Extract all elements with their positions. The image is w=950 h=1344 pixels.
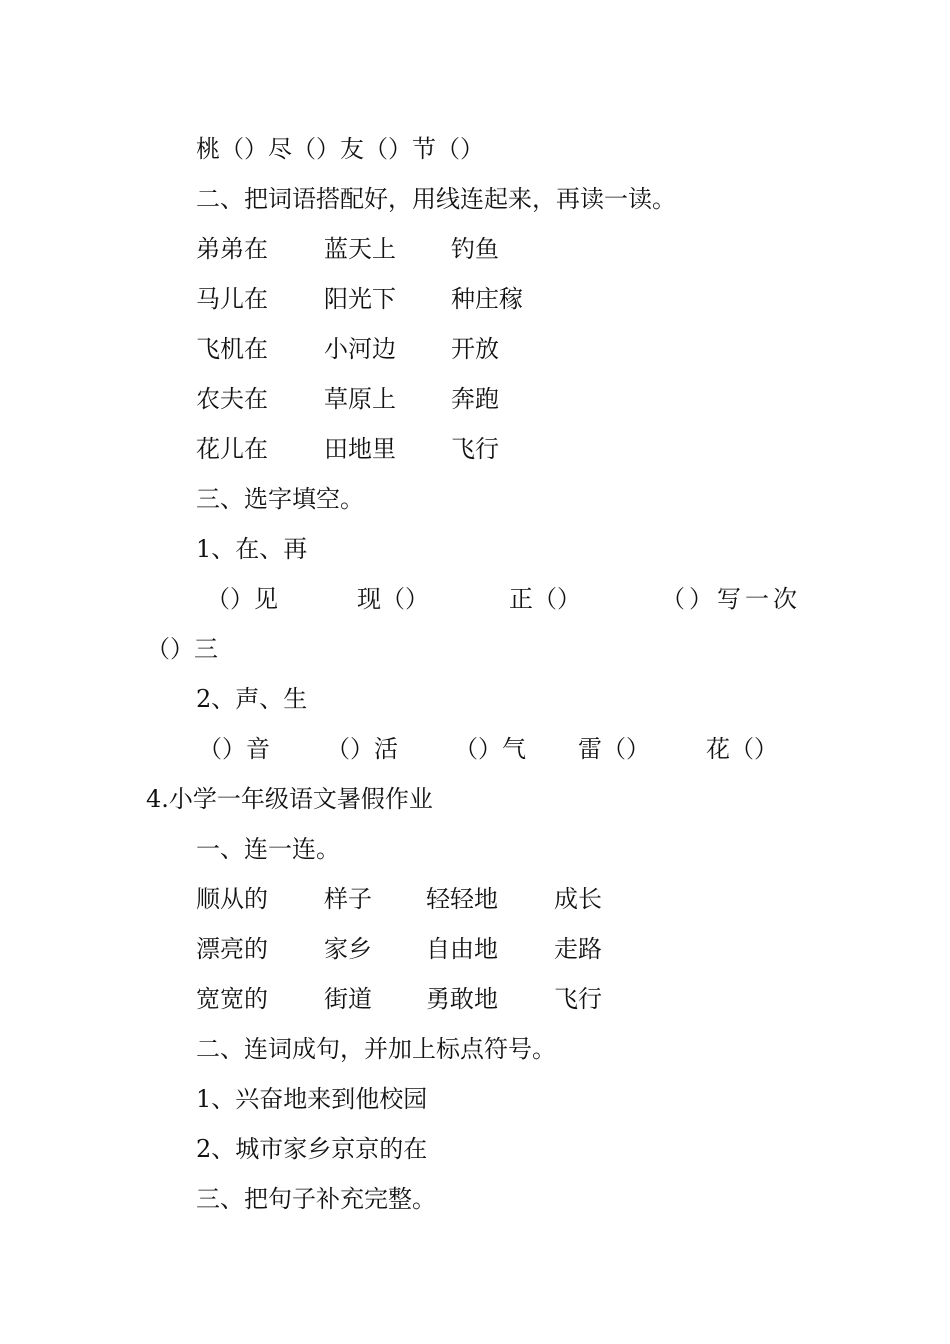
sub-question-2-title: 2、声、生 [196,685,308,713]
match-place: 小河边 [324,335,396,363]
link-row [0,882,950,916]
match-action: 开放 [451,335,499,363]
blank-item: （）气 [454,735,526,763]
link-adjective: 宽宽的 [196,985,268,1013]
match-row [0,382,950,416]
fill-blanks-line: 桃（）尽（）友（）节（） [196,135,484,163]
match-place: 蓝天上 [324,235,396,263]
match-place: 田地里 [324,435,396,463]
link-verb: 飞行 [554,985,602,1013]
match-subject: 弟弟在 [196,235,268,263]
blank-item: 雷（） [578,735,650,763]
link-noun: 家乡 [324,935,372,963]
match-action: 奔跑 [451,385,499,413]
match-row [0,432,950,466]
match-row [0,332,950,366]
question-1-title: 一、连一连。 [196,835,340,863]
match-row [0,282,950,316]
link-row [0,932,950,966]
section-heading: 4.小学一年级语文暑假作业 [146,785,433,813]
link-adverb: 轻轻地 [426,885,498,913]
question-3-title: 三、选字填空。 [196,485,364,513]
match-subject: 花儿在 [196,435,268,463]
blank-item: （）写一次 [661,585,801,613]
match-action: 钓鱼 [451,235,499,263]
sub-question-1-wrap: （）三 [146,635,218,663]
sub-question-1-items [0,582,950,616]
link-row [0,982,950,1016]
blank-item: 花（） [706,735,778,763]
link-adverb: 勇敢地 [426,985,498,1013]
sentence-item-2: 2、城市家乡京京的在 [196,1135,428,1163]
link-verb: 走路 [554,935,602,963]
sub-question-1-title: 1、在、再 [196,535,308,563]
link-verb: 成长 [554,885,602,913]
blank-item: （）音 [198,735,270,763]
link-noun: 样子 [324,885,372,913]
match-subject: 农夫在 [196,385,268,413]
question-3-title: 三、把句子补充完整。 [196,1185,436,1213]
question-2-title: 二、把词语搭配好，用线连起来，再读一读。 [196,185,676,213]
match-action: 种庄稼 [451,285,523,313]
link-adverb: 自由地 [426,935,498,963]
match-place: 草原上 [324,385,396,413]
match-place: 阳光下 [324,285,396,313]
link-adjective: 漂亮的 [196,935,268,963]
link-noun: 街道 [324,985,372,1013]
link-adjective: 顺从的 [196,885,268,913]
blank-item: 现（） [357,585,429,613]
blank-item: 正（） [509,585,581,613]
match-subject: 马儿在 [196,285,268,313]
blank-item: （）见 [206,585,278,613]
blank-item: （）活 [326,735,398,763]
match-row [0,232,950,266]
question-2-title: 二、连词成句，并加上标点符号。 [196,1035,556,1063]
match-action: 飞行 [451,435,499,463]
sentence-item-1: 1、兴奋地来到他校园 [196,1085,428,1113]
sub-question-2-items [0,732,950,766]
match-subject: 飞机在 [196,335,268,363]
